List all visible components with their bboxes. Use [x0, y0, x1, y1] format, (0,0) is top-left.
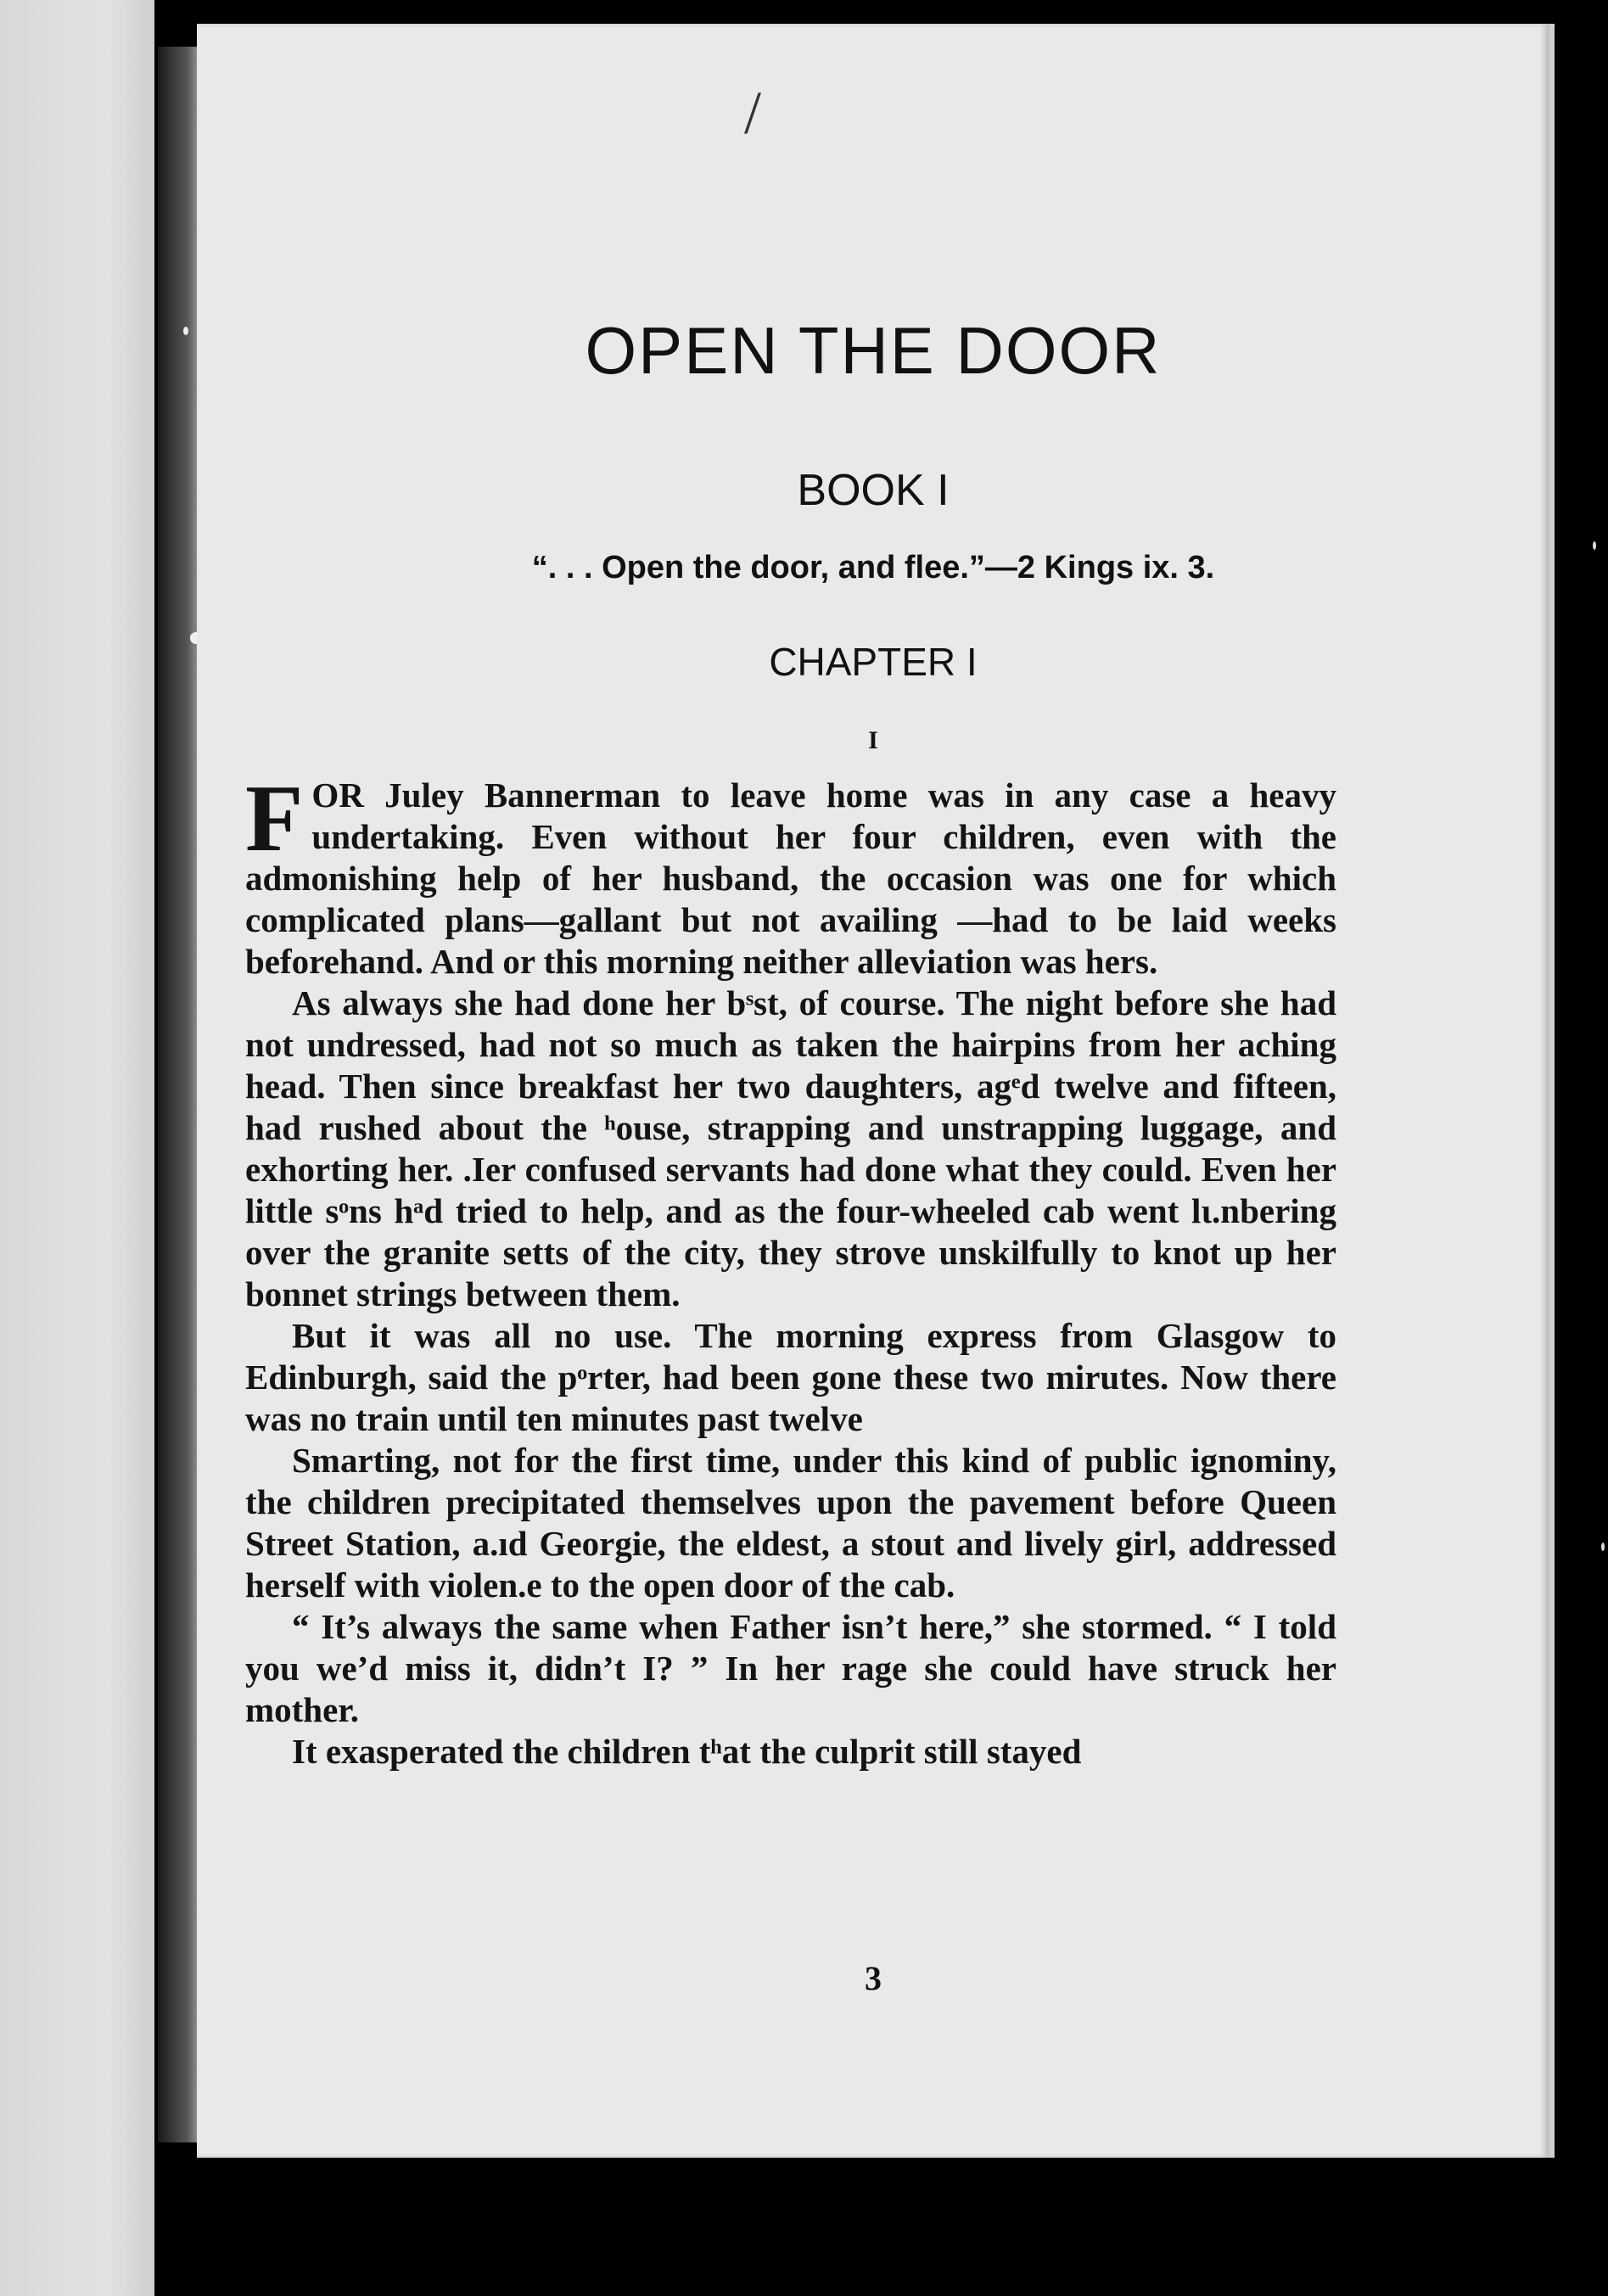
paragraph: As always she had done her bˢst, of course. The night before she had not undressed, had not so much as taken the hairpins from her aching head. Then since breakfast her two daughters, agᵉd twelve and fifteen, had rushed about the ʰouse, strapping and unstrapping luggage, and exhorting her. .Ier confused servants had done what they could. Even her little sᵒns hᵃd tried to help, and as the four-wheeled cab went lɩ.nbering over the granite setts of the city, they strove unskilfully to knot up her bonnet strings between them.	[245, 983, 1336, 1313]
gutter-speck	[183, 327, 188, 335]
binding-gutter	[158, 47, 197, 2142]
page-number: 3	[865, 1959, 882, 1997]
chapter-heading: CHAPTER I	[769, 640, 978, 684]
margin-speck	[1601, 1543, 1605, 1551]
margin-speck	[1593, 541, 1596, 550]
stray-pen-mark: /	[743, 79, 761, 147]
paragraph: “ It’s always the same when Father isn’t here,” she stormed. “ I told you we’d miss it, didn’t I? ” In her rage she could have struck her mother.	[245, 1607, 1336, 1729]
paragraph: But it was all no use. The morning express from Glasgow to Edinburgh, said the pᵒrter, had been gone these two mirutes. Now there was no train until ten minutes past twelve	[245, 1316, 1336, 1438]
book-heading: BOOK I	[797, 466, 950, 515]
book-page	[197, 24, 1549, 2158]
book-title: OPEN THE DOOR	[585, 313, 1162, 388]
section-number: I	[868, 726, 878, 754]
page-edge	[1549, 24, 1555, 2158]
paragraph: It exasperated the children tʰat the culprit still stayed	[292, 1732, 1082, 1771]
drop-cap: F	[245, 766, 304, 871]
body-text	[245, 766, 1336, 1772]
epigraph: “. . . Open the door, and flee.”—2 Kings ix. 3.	[531, 550, 1215, 585]
paragraph: Smarting, not for the first time, under this kind of public ignominy, the children precipitated themselves upon the pavement before Queen Street Station, a.ıd Georgie, the eldest, a stout and lively girl, addressed herself with violen.e to the open door of the cab.	[245, 1441, 1336, 1604]
facing-page-edge	[0, 0, 154, 2296]
paragraph: FOR Juley Bannerman to leave home was in any case a heavy undertaking. Even without her four children, even with the admonishing help of her husband, the occasion was one for which complicated plans—gallant but not availing —had to be laid weeks beforehand. And or this morning neither alleviation was hers.	[245, 766, 1336, 981]
